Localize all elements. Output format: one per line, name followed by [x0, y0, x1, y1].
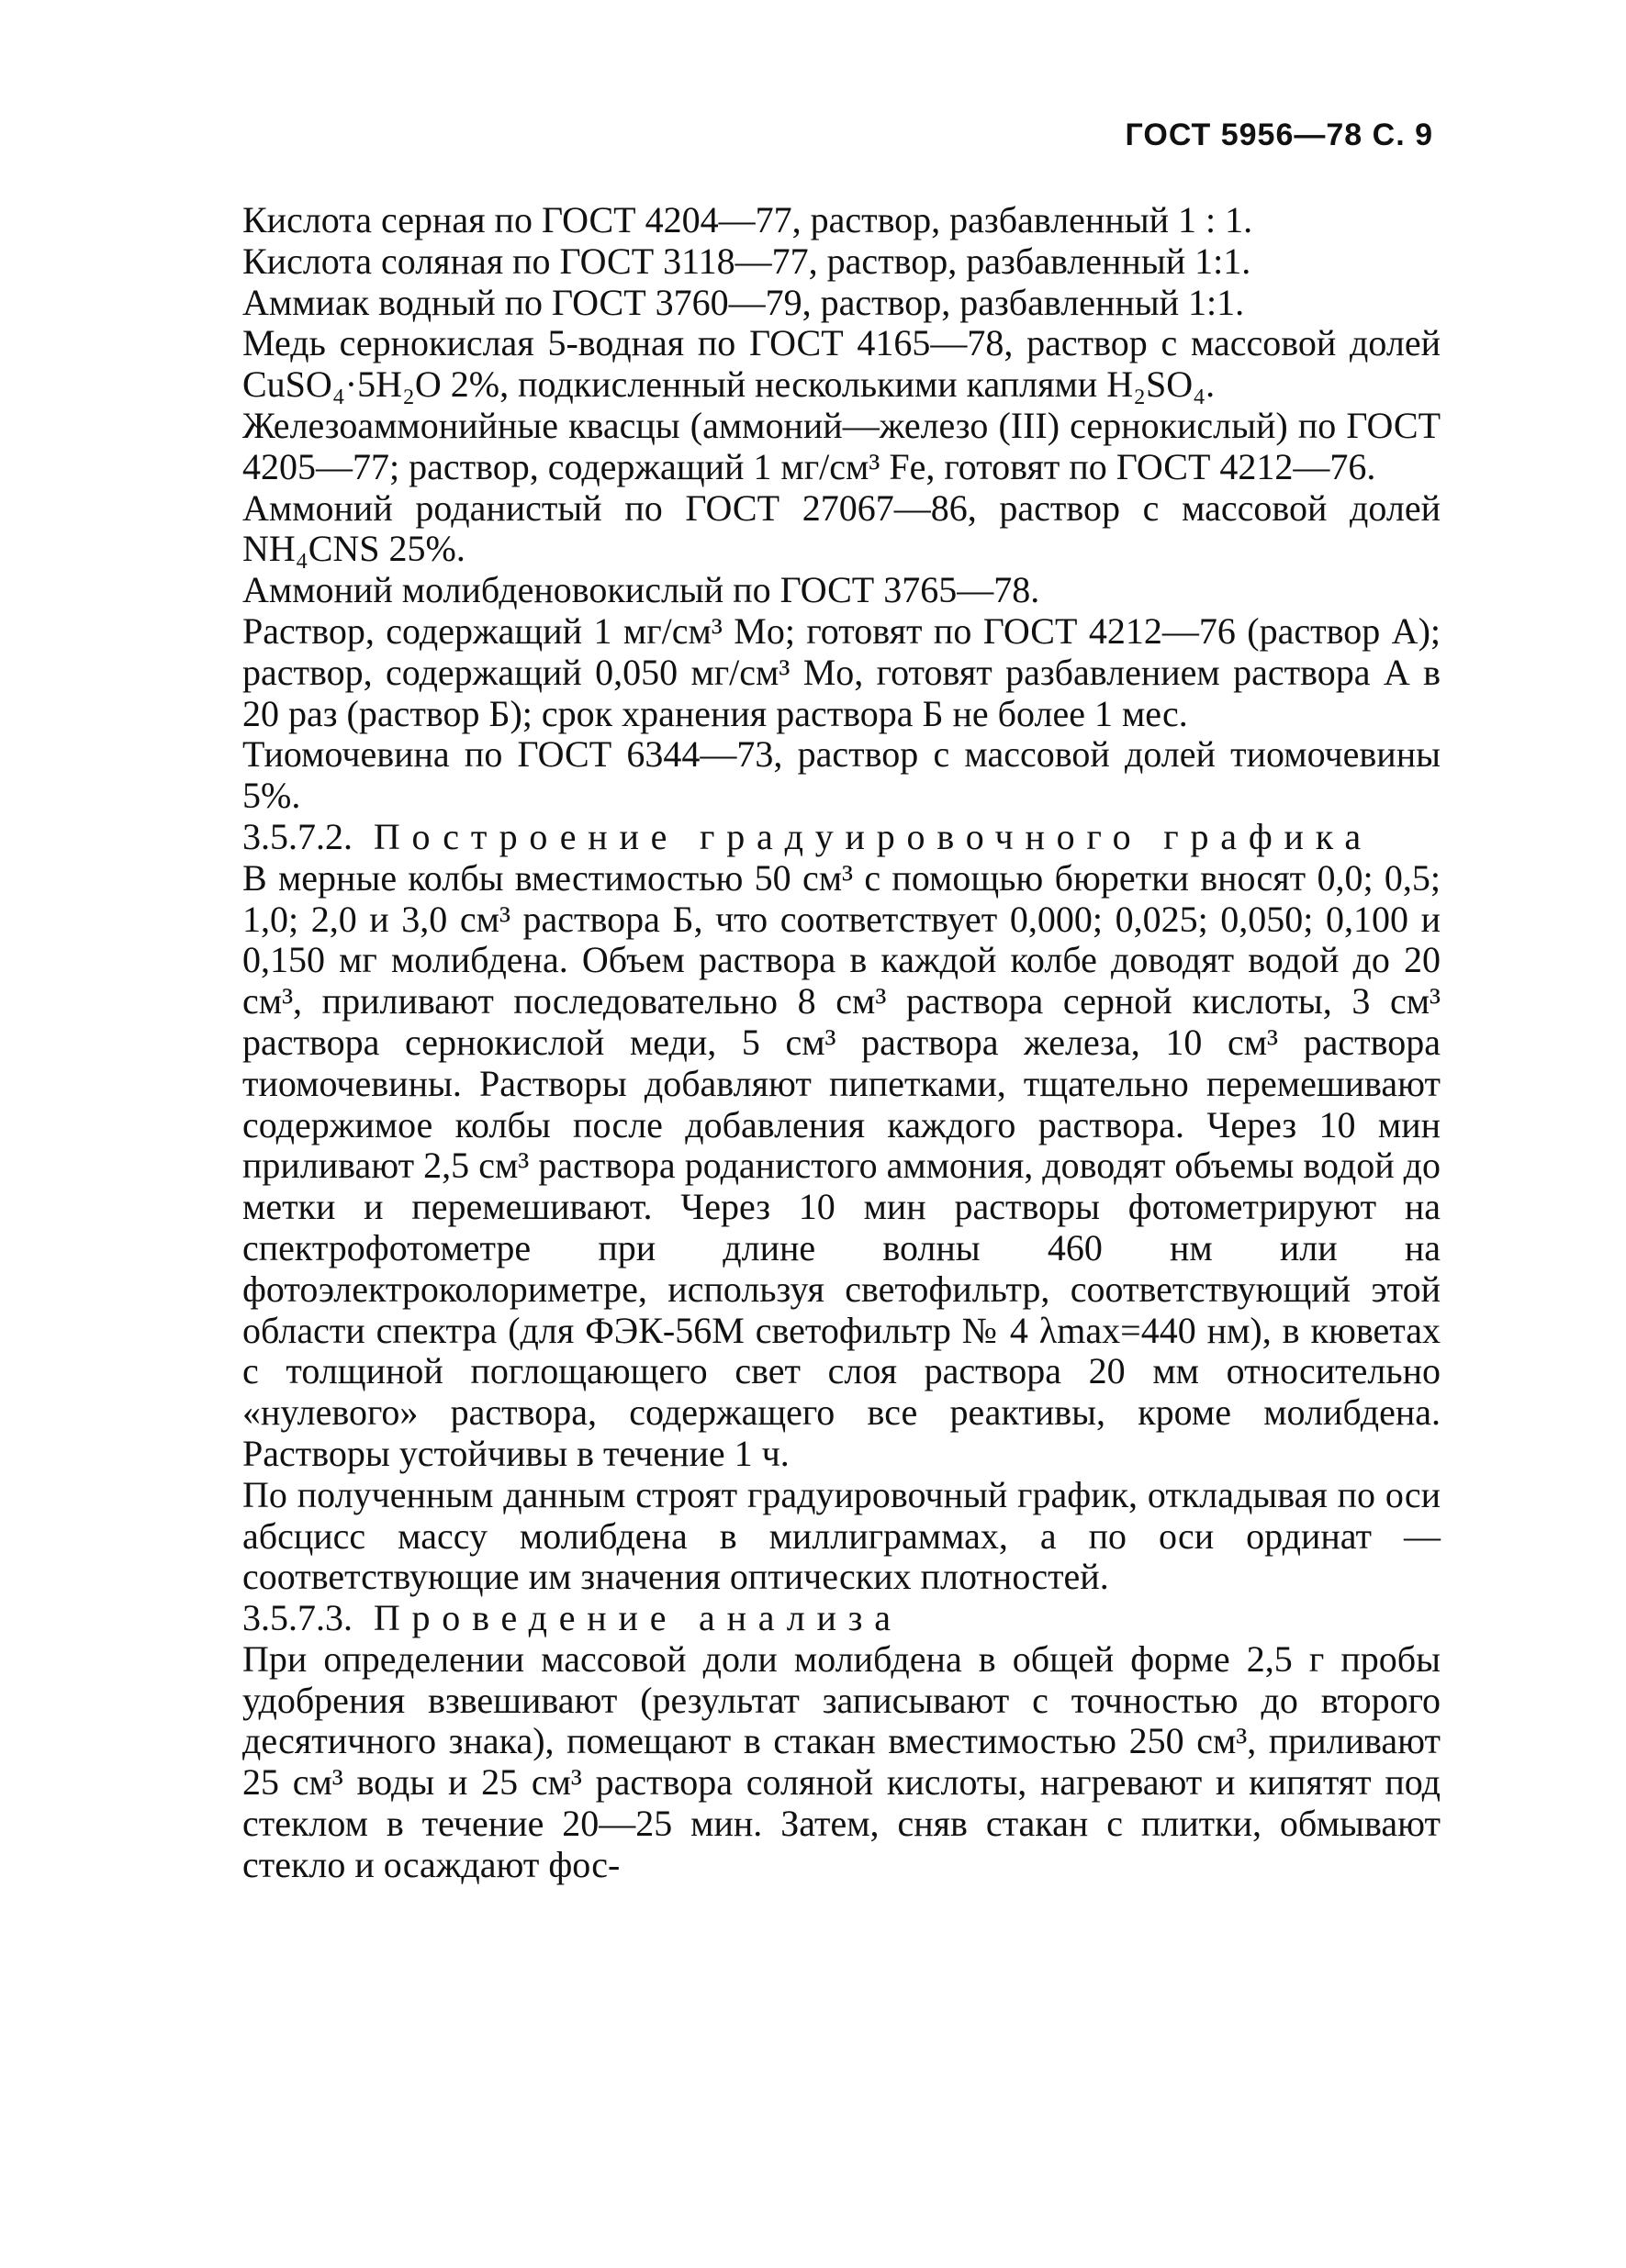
page-header: ГОСТ 5956—78 С. 9: [1125, 117, 1433, 152]
section-title: Проведение анализа: [373, 1597, 903, 1639]
section-heading-calibration: [242, 817, 1441, 858]
paragraph-ammonium-thiocyanate: Аммоний роданистый по ГОСТ 27067—86, раствор с массовой долей NH₄CNS 25%.: [242, 486, 1441, 570]
paragraph-hydrochloric-acid: Кислота соляная по ГОСТ 3118—77, раствор, разбавленный 1:1.: [242, 240, 1251, 282]
section-number: 3.5.7.2.: [242, 815, 353, 857]
paragraph-iron-ammonium-alum: Железоаммонийные квасцы (аммоний—железо (III) сернокислый) по ГОСТ 4205—77; раствор, содержащий 1 мг/см³ Fe, готовят по ГОСТ 4212—76.: [242, 404, 1441, 487]
section-title: Построение градуировочного графика: [373, 815, 1373, 857]
section-number: 3.5.7.3.: [242, 1597, 353, 1639]
paragraph-calibration-procedure: В мерные колбы вместимостью 50 см³ с помощью бюретки вносят 0,0; 0,5; 1,0; 2,0 и 3,0 см³ раствора Б, что соответствует 0,000; 0,025; 0,050; 0,100 и 0,150 мг молибдена. Объем раствора в каждой колбе доводят водой до 20 см³, приливают последовательно 8 см³ раствора серной кислоты, 3 см³ раствора сернокислой меди, 5 см³ раствора железа, 10 см³ раствора тиомочевины. Растворы добавляют пипетками, тщательно перемешивают содержимое колбы после добавления каждого раствора. Через 10 мин приливают 2,5 см³ раствора роданистого аммония, доводят объемы водой до метки и перемешивают. Через 10 мин растворы фотометрируют на спектрофотометре при длине волны 460 нм или на фотоэлектроколориметре, используя светофильтр, соответствующий этой области спектра (для ФЭК-56М светофильтр № 4 λmax=440 нм), в кюветах с толщиной поглощающего свет слоя раствора 20 мм относительно «нулевого» раствора, содержащего все реактивы, кроме молибдена. Растворы устойчивы в течение 1 ч.: [242, 856, 1441, 1474]
section-heading-analysis: [242, 1598, 1441, 1639]
paragraph-copper-sulfate: Медь сернокислая 5-водная по ГОСТ 4165—78, раствор с массовой долей CuSO₄·5H₂O 2%, подкисленный несколькими каплями H₂SO₄.: [242, 322, 1441, 406]
paragraph-molybdenum-solution: Раствор, содержащий 1 мг/см³ Mo; готовят по ГОСТ 4212—76 (раствор А); раствор, содержащий 0,050 мг/см³ Mo, готовят разбавлением раствора А в 20 раз (раствор Б); срок хранения раствора Б не более 1 мес.: [242, 609, 1441, 734]
paragraph-thiourea: Тиомочевина по ГОСТ 6344—73, раствор с массовой долей тиомочевины 5%.: [242, 733, 1441, 817]
paragraph-calibration-plot: По полученным данным строят градуировочный график, откладывая по оси абсцисс массу молибдена в миллиграммах, а по оси ординат — соответствующие им значения оптических плотностей.: [242, 1473, 1441, 1598]
paragraph-sulfuric-acid: Кислота серная по ГОСТ 4204—77, раствор, разбавленный 1 : 1.: [242, 199, 1253, 240]
document-body: [242, 200, 1441, 1886]
paragraph-analysis-procedure: При определении массовой доли молибдена в общей форме 2,5 г пробы удобрения взвешивают (результат записывают с точностью до второго десятичного знака), помещают в стакан вместимостью 250 см³, приливают 25 см³ воды и 25 см³ раствора соляной кислоты, нагревают и кипятят под стеклом в течение 20—25 мин. Затем, сняв стакан с плитки, обмывают стекло и осаждают фос-: [242, 1637, 1441, 1885]
paragraph-ammonium-molybdate: Аммоний молибденовокислый по ГОСТ 3765—78.: [242, 569, 1040, 611]
paragraph-ammonia: Аммиак водный по ГОСТ 3760—79, раствор, разбавленный 1:1.: [242, 281, 1245, 323]
